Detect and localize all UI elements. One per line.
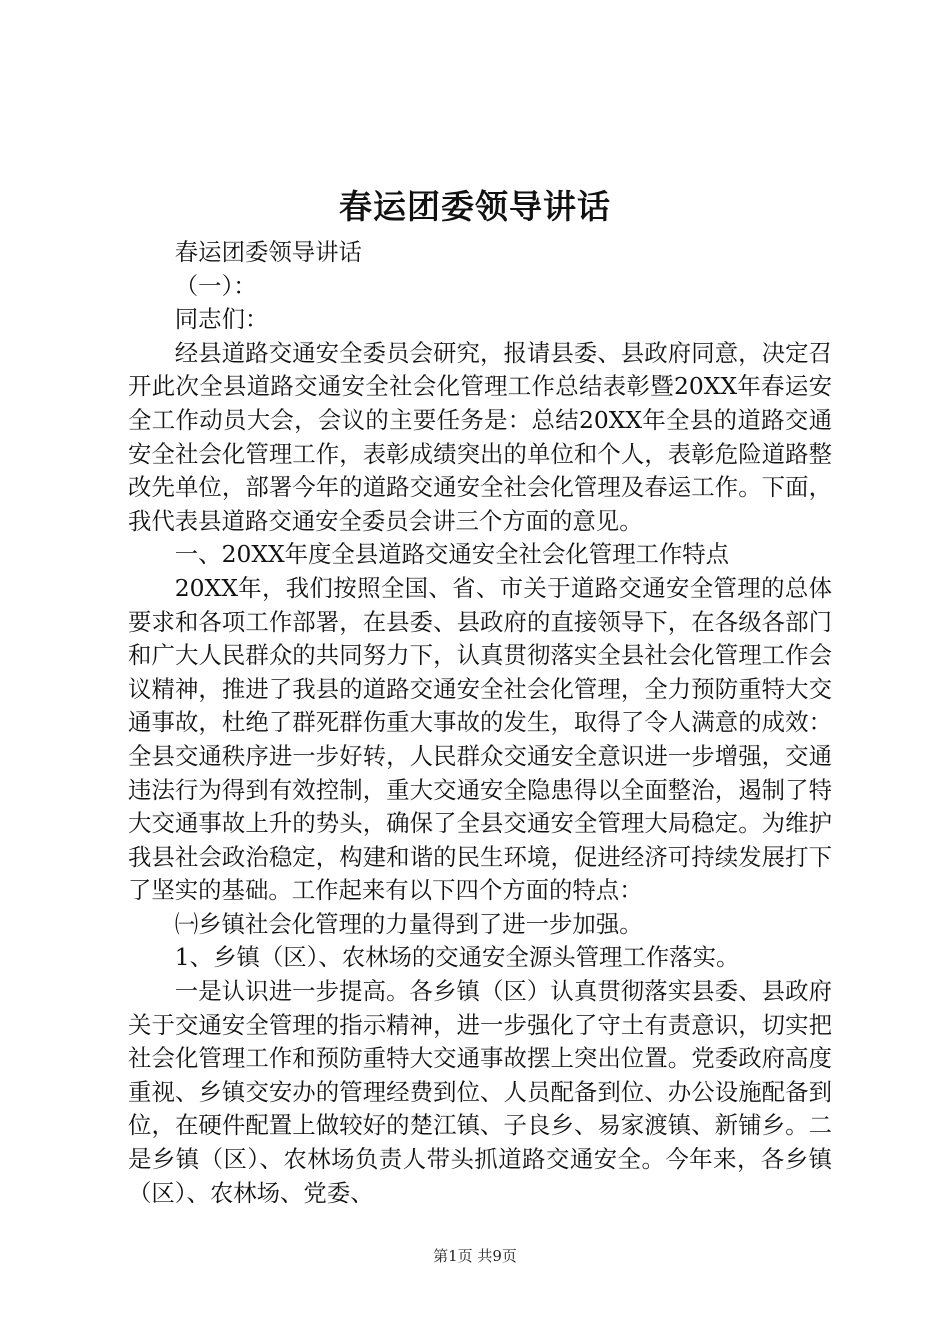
paragraph-salutation: 同志们：: [174, 305, 269, 334]
document-body: [128, 236, 832, 1210]
paragraph-subtitle: 春运团委领导讲话: [174, 238, 362, 266]
paragraph-item-one: 1、乡镇（区）、农林场的交通安全源头管理工作落实。: [174, 943, 740, 972]
paragraph-summary: 20XX年，我们按照全国、省、市关于道路交通安全管理的总体要求和各项工作部署，在县委、县政府的直接领导下，在各级各部门和广大人民群众的共同努力下，认真贯彻落实全县社会化管理工作会议精神，推进了我县的道路交通安全社会化管理，全力预防重特大交通事故，杜绝了群死群伤重大事故的发生，取得了令人满意的成效：全县交通秩序进一步好转，人民群众交通安全意识进一步增强，交通违法行为得到有效控制，重大交通安全隐患得以全面整治，遏制了特大交通事故上升的势头，确保了全县交通安全管理大局稳定。为维护我县社会政治稳定，构建和谐的民生环境，促进经济可持续发展打下了坚实的基础。工作起来有以下四个方面的特点：: [128, 573, 832, 905]
paragraph-intro: 经县道路交通安全委员会研究，报请县委、县政府同意，决定召开此次全县道路交通安全社会化管理工作总结表彰暨20XX年春运安全工作动员大会，会议的主要任务是：总结20XX年全县的道路交通安全社会化管理工作，表彰成绩突出的单位和个人，表彰危险道路整改先单位，部署今年的道路交通安全社会化管理及春运工作。下面，我代表县道路交通安全委员会讲三个方面的意见。: [128, 338, 832, 535]
paragraph-heading-one: 一、20XX年度全县道路交通安全社会化管理工作特点: [174, 540, 730, 569]
paragraph-section-marker: （一）：: [174, 271, 257, 300]
paragraph-detail: 一是认识进一步提高。各乡镇（区）认真贯彻落实县委、县政府关于交通安全管理的指示精神，进一步强化了守土有责意识，切实把社会化管理工作和预防重特大交通事故摆上突出位置。党委政府高度重视、乡镇交安办的管理经费到位、人员配备到位、办公设施配备到位，在硬件配置上做较好的楚江镇、子良乡、易家渡镇、新铺乡。二是乡镇（区）、农林场负责人带头抓道路交通安全。今年来，各乡镇（区）、农林场、党委、: [128, 977, 832, 1207]
page-footer: 第1页 共9页: [433, 1247, 517, 1265]
paragraph-subheading-one: ㈠乡镇社会化管理的力量得到了进一步加强。: [174, 909, 643, 938]
document-title: 春运团委领导讲话: [339, 187, 611, 226]
